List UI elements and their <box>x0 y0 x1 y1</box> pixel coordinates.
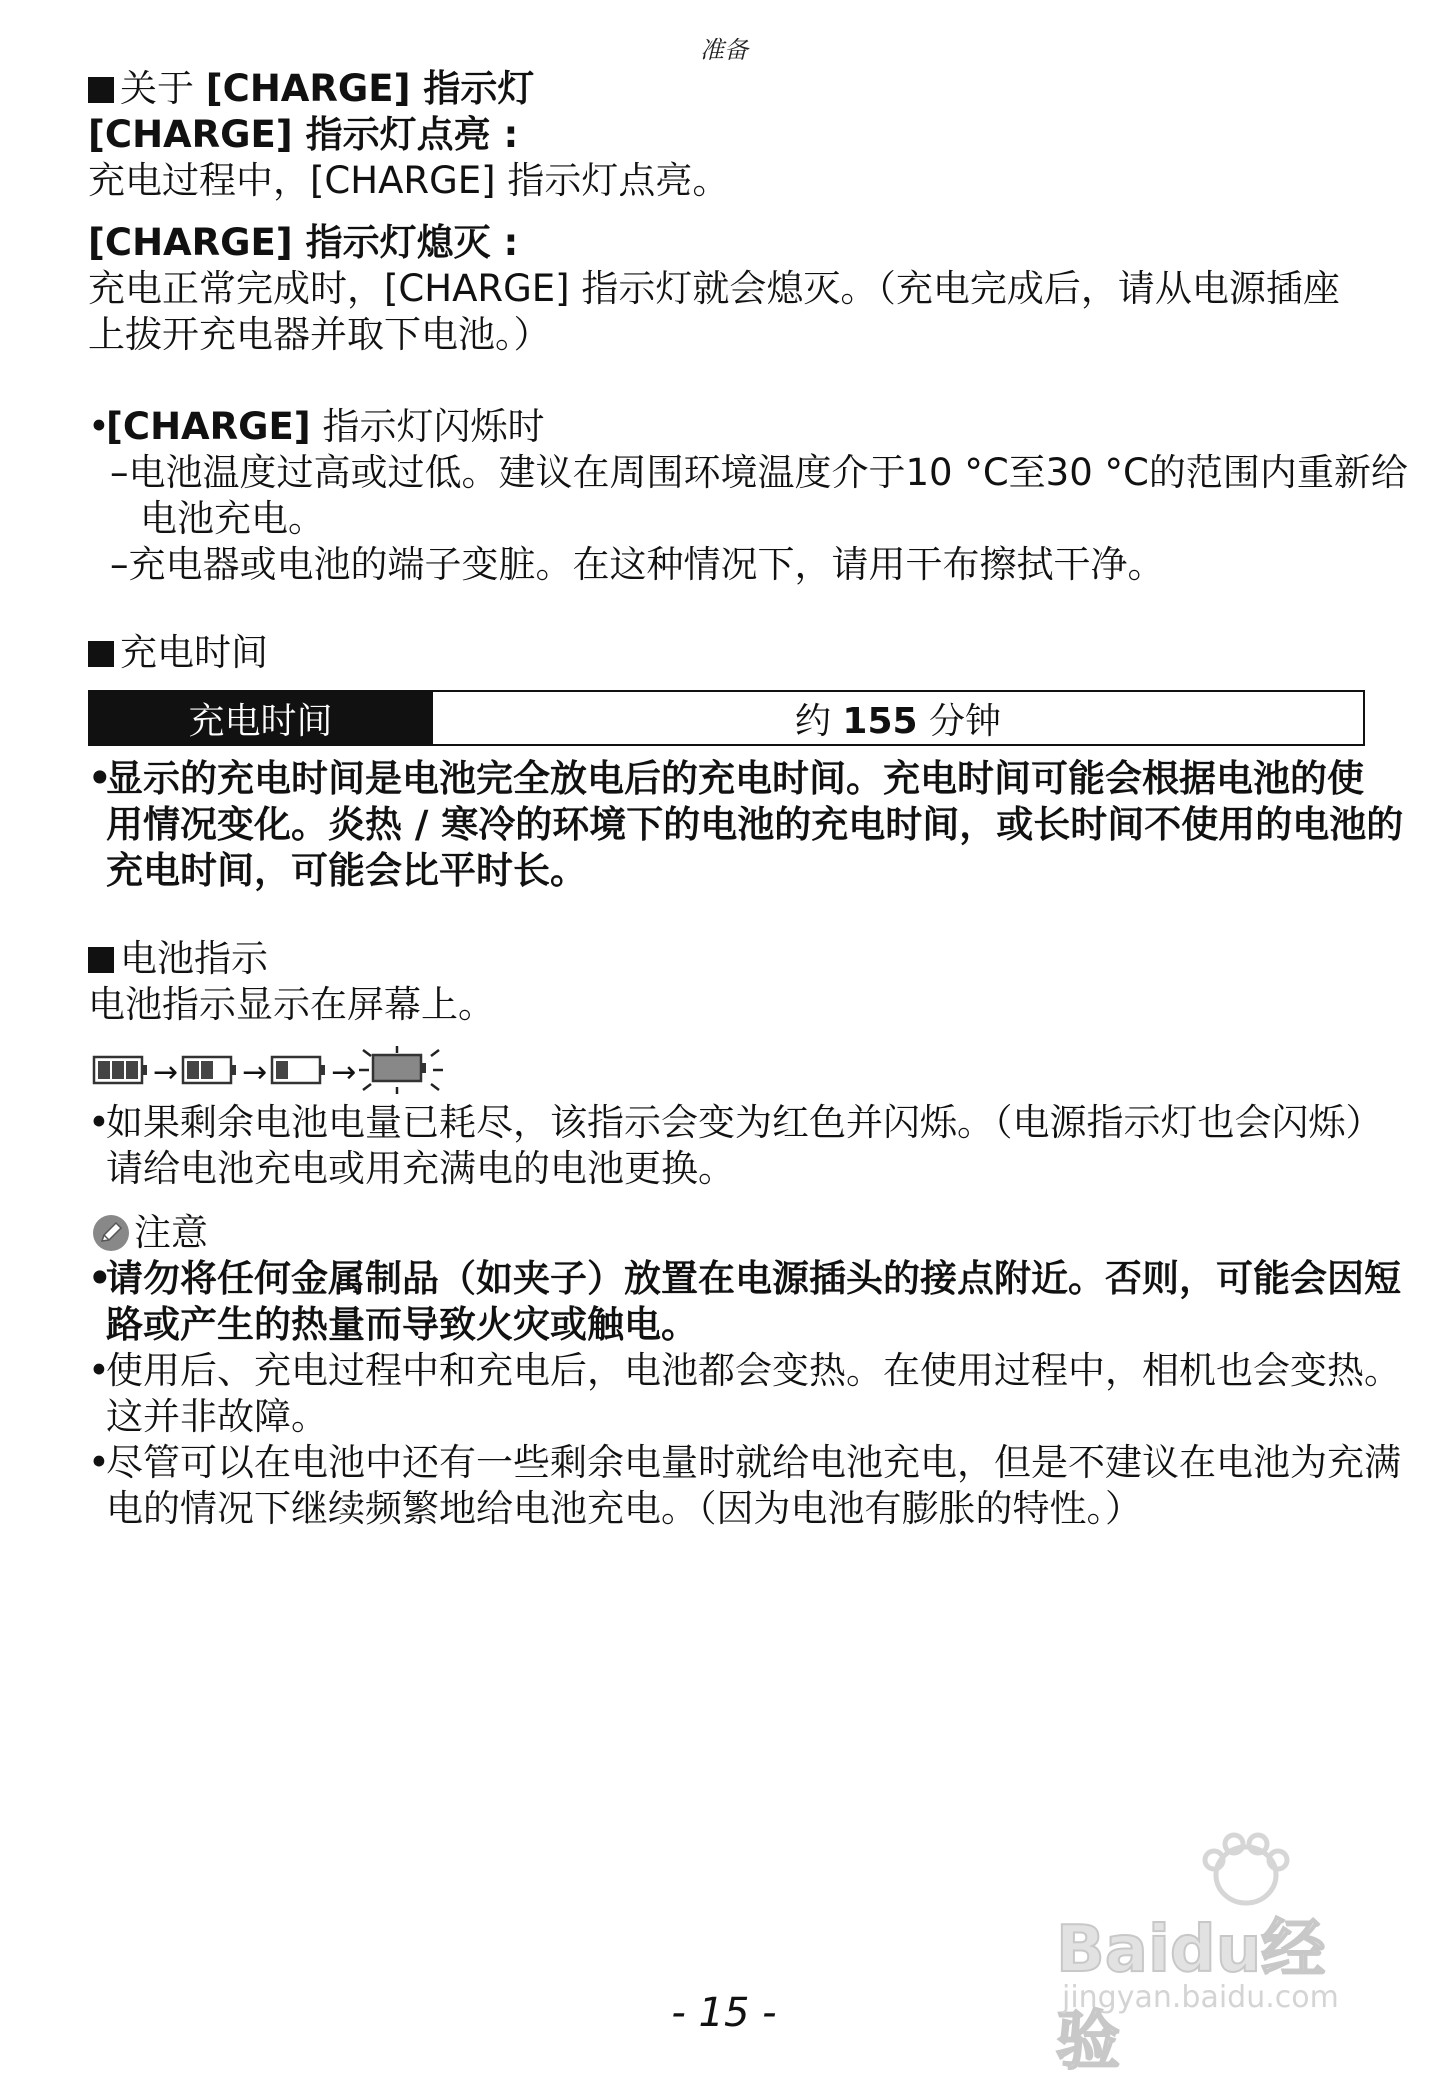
note-3-line-1: 尽管可以在电池中还有一些剩余电量时就给电池充电，但是不建议在电池为充满 <box>106 1441 1401 1484</box>
blink-ray <box>431 1084 439 1090</box>
charge-heading-main: [CHARGE] 指示灯 <box>205 67 535 110</box>
blink-ray <box>363 1050 371 1056</box>
battery-segment <box>377 1059 389 1077</box>
battery-segment <box>304 1061 316 1079</box>
value-number: 155 <box>842 700 918 742</box>
battery-segment <box>215 1061 227 1079</box>
battery-indicator-heading <box>88 936 268 982</box>
charging-time-note-line-2: 用情况变化。炎热 / 寒冷的环境下的电池的充电时间，或长时间不使用的电池的 <box>106 803 1404 846</box>
charge-off-text-2: 上拔开充电器并取下电池。） <box>88 313 551 356</box>
charging-time-heading-text: 充电时间 <box>120 631 268 674</box>
battery-segment <box>276 1061 288 1079</box>
battery-one-third-icon <box>270 1055 328 1089</box>
battery-note-line-2: 请给电池充电或用充满电的电池更换。 <box>106 1147 735 1190</box>
battery-heading-text: 电池指示 <box>120 937 268 980</box>
battery-note-line-1: 如果剩余电池电量已耗尽，该指示会变为红色并闪烁。（电源指示灯也会闪烁） <box>106 1101 1383 1144</box>
blink-ray <box>431 1050 439 1056</box>
arrow-icon: → <box>331 1054 357 1090</box>
bullet-icon: • <box>88 1441 110 1484</box>
charge-off-title: [CHARGE] 指示灯熄灭 : <box>88 221 519 264</box>
charging-time-note-1 <box>88 756 1364 802</box>
table-row <box>89 691 1364 745</box>
bullet-icon: • <box>88 405 110 448</box>
square-bullet-icon <box>88 947 114 973</box>
charge-on-text: 充电过程中，[CHARGE] 指示灯点亮。 <box>88 159 730 202</box>
page-number: - 15 - <box>671 1990 777 2036</box>
watermark-du: du <box>1169 1913 1262 1987</box>
blink-title-rest: 指示灯闪烁时 <box>310 405 545 448</box>
note-item-3 <box>88 1440 1401 1486</box>
charging-time-note-line-3: 充电时间，可能会比平时长。 <box>106 849 587 892</box>
note-1-line-2: 路或产生的热量而导致火灾或触电。 <box>106 1303 698 1346</box>
battery-segment <box>126 1061 138 1079</box>
battery-full-icon <box>92 1055 150 1089</box>
blink-item-1-line-2: 电池充电。 <box>140 497 325 540</box>
bullet-icon: • <box>88 757 112 800</box>
note-1-line-1: 请勿将任何金属制品（如夹子）放置在电源插头的接点附近。否则，可能会因短 <box>106 1257 1401 1300</box>
note-3-line-2: 电的情况下继续频繁地给电池充电。（因为电池有膨胀的特性。） <box>106 1487 1142 1530</box>
section-header: 准备 <box>700 36 748 64</box>
note-2-line-1: 使用后、充电过程中和充电后，电池都会变热。在使用过程中，相机也会变热。 <box>106 1349 1401 1392</box>
note-2-line-2: 这并非故障。 <box>106 1395 328 1438</box>
square-bullet-icon <box>88 641 114 667</box>
battery-empty-blinking-icon <box>359 1046 443 1098</box>
battery-segment <box>112 1061 124 1079</box>
battery-indicator-text: 电池指示显示在屏幕上。 <box>88 983 495 1026</box>
battery-segment <box>290 1061 302 1079</box>
notes-heading-text: 注意 <box>134 1211 208 1254</box>
square-bullet-icon <box>88 77 114 103</box>
blink-item-2-line-1: –充电器或电池的端子变脏。在这种情况下，请用干布擦拭干净。 <box>110 543 1165 586</box>
battery-segment <box>187 1061 199 1079</box>
note-item-2 <box>88 1348 1401 1394</box>
arrow-icon: → <box>153 1054 179 1090</box>
charging-time-heading <box>88 630 268 676</box>
note-item-1 <box>88 1256 1401 1302</box>
blink-item-1-line-1: –电池温度过高或过低。建议在周围环境温度介于10 °C至30 °C的范围内重新给 <box>110 451 1408 494</box>
battery-segment <box>98 1061 110 1079</box>
charging-time-label: 充电时间 <box>89 691 432 745</box>
charging-time-note-line-1: 显示的充电时间是电池完全放电后的充电时间。充电时间可能会根据电池的使 <box>106 757 1364 800</box>
arrow-icon: → <box>242 1054 268 1090</box>
charge-section-heading <box>88 66 534 112</box>
charging-time-table <box>88 690 1365 746</box>
blink-title-bold: [CHARGE] <box>106 405 311 448</box>
value-suffix: 分钟 <box>917 700 1002 742</box>
battery-segment <box>391 1059 403 1077</box>
value-prefix: 约 <box>794 700 843 742</box>
bullet-icon: • <box>88 1257 112 1300</box>
battery-segment <box>201 1061 213 1079</box>
notes-heading <box>92 1210 208 1256</box>
battery-levels-row <box>92 1048 443 1096</box>
charging-time-value <box>432 691 1364 745</box>
watermark-jingyan: 经验 <box>1056 1913 1326 2079</box>
watermark-bai: Bai <box>1056 1913 1170 1987</box>
battery-two-thirds-icon <box>181 1055 239 1089</box>
charge-off-text-1: 充电正常完成时，[CHARGE] 指示灯就会熄灭。（充电完成后，请从电源插座 <box>88 267 1340 310</box>
bullet-icon: • <box>88 1101 110 1144</box>
blink-ray <box>363 1084 371 1090</box>
bullet-icon: • <box>88 1349 110 1392</box>
charge-on-title: [CHARGE] 指示灯点亮 : <box>88 113 519 156</box>
watermark-url: jingyan.baidu.com <box>1062 1980 1339 2015</box>
charge-blink-title <box>88 404 544 450</box>
pencil-note-icon <box>92 1214 130 1252</box>
charge-heading-prefix: 关于 <box>120 67 194 110</box>
battery-segment <box>405 1059 417 1077</box>
battery-note-1 <box>88 1100 1383 1146</box>
